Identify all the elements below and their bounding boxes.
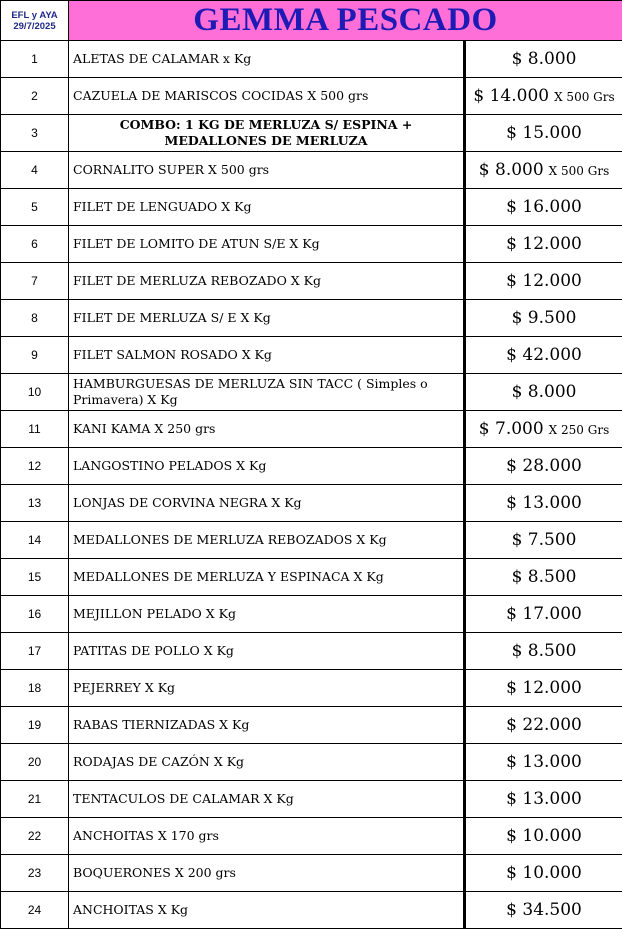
- product-name: BOQUERONES X 200 grs: [69, 855, 465, 892]
- product-price: [465, 522, 622, 559]
- date-cell: [1, 1, 69, 41]
- product-name: FILET DE LENGUADO X Kg: [69, 189, 465, 226]
- item-number: 16: [1, 596, 69, 633]
- item-number: 4: [1, 152, 69, 189]
- table-row: [1, 855, 622, 892]
- price-value: $ 8.000: [479, 160, 544, 180]
- item-number: 22: [1, 818, 69, 855]
- product-name: ANCHOITAS X 170 grs: [69, 818, 465, 855]
- product-name: MEDALLONES DE MERLUZA REBOZADOS X Kg: [69, 522, 465, 559]
- product-name: CORNALITO SUPER X 500 grs: [69, 152, 465, 189]
- price-value: $ 9.500: [512, 308, 577, 328]
- table-row: [1, 485, 622, 522]
- item-number: 9: [1, 337, 69, 374]
- product-price: [465, 115, 622, 152]
- item-number: 18: [1, 670, 69, 707]
- product-price: [465, 374, 622, 411]
- product-name: FILET DE MERLUZA S/ E X Kg: [69, 300, 465, 337]
- price-unit: X 250 Grs: [549, 423, 610, 437]
- product-name: FILET SALMON ROSADO X Kg: [69, 337, 465, 374]
- item-number: 3: [1, 115, 69, 152]
- price-unit: X 500 Grs: [549, 164, 610, 178]
- price-value: $ 8.000: [512, 382, 577, 402]
- product-name: CAZUELA DE MARISCOS COCIDAS X 500 grs: [69, 78, 465, 115]
- table-row: [1, 781, 622, 818]
- price-value: $ 7.000: [479, 419, 544, 439]
- product-price: [465, 818, 622, 855]
- product-name: RODAJAS DE CAZÓN X Kg: [69, 744, 465, 781]
- price-value: $ 10.000: [506, 826, 582, 846]
- price-value: $ 15.000: [506, 123, 582, 143]
- product-price: [465, 633, 622, 670]
- product-name: FILET DE LOMITO DE ATUN S/E X Kg: [69, 226, 465, 263]
- product-name: LANGOSTINO PELADOS X Kg: [69, 448, 465, 485]
- item-number: 19: [1, 707, 69, 744]
- product-price: [465, 226, 622, 263]
- table-row: [1, 189, 622, 226]
- product-name: RABAS TIERNIZADAS X Kg: [69, 707, 465, 744]
- table-row: [1, 41, 622, 78]
- product-name: MEDALLONES DE MERLUZA Y ESPINACA X Kg: [69, 559, 465, 596]
- item-number: 6: [1, 226, 69, 263]
- meta-line-2: 29/7/2025: [1, 21, 68, 32]
- product-price: [465, 670, 622, 707]
- product-price: [465, 707, 622, 744]
- item-number: 20: [1, 744, 69, 781]
- table-row: [1, 522, 622, 559]
- item-number: 13: [1, 485, 69, 522]
- table-row: [1, 818, 622, 855]
- item-number: 17: [1, 633, 69, 670]
- product-price: [465, 744, 622, 781]
- product-price: [465, 855, 622, 892]
- price-value: $ 12.000: [506, 678, 582, 698]
- price-value: $ 8.500: [512, 641, 577, 661]
- price-value: $ 7.500: [512, 530, 577, 550]
- item-number: 10: [1, 374, 69, 411]
- price-value: $ 12.000: [506, 234, 582, 254]
- price-value: $ 12.000: [506, 271, 582, 291]
- item-number: 12: [1, 448, 69, 485]
- table-row: [1, 337, 622, 374]
- meta-line-1: EFL y AYA: [1, 10, 68, 21]
- item-number: 15: [1, 559, 69, 596]
- price-value: $ 22.000: [506, 715, 582, 735]
- product-price: [465, 300, 622, 337]
- product-price: [465, 411, 622, 448]
- table-row: [1, 670, 622, 707]
- price-value: $ 10.000: [506, 863, 582, 883]
- price-value: $ 8.000: [512, 49, 577, 69]
- item-number: 1: [1, 41, 69, 78]
- price-value: $ 34.500: [506, 900, 582, 920]
- product-price: [465, 596, 622, 633]
- product-price: [465, 263, 622, 300]
- product-name: TENTACULOS DE CALAMAR X Kg: [69, 781, 465, 818]
- product-price: [465, 152, 622, 189]
- table-row: [1, 78, 622, 115]
- product-name: PATITAS DE POLLO X Kg: [69, 633, 465, 670]
- price-list-body: [1, 1, 622, 929]
- table-row: [1, 559, 622, 596]
- price-value: $ 16.000: [506, 197, 582, 217]
- item-number: 8: [1, 300, 69, 337]
- product-price: [465, 448, 622, 485]
- price-value: $ 8.500: [512, 567, 577, 587]
- product-name: MEJILLON PELADO X Kg: [69, 596, 465, 633]
- product-price: [465, 485, 622, 522]
- product-name: FILET DE MERLUZA REBOZADO X Kg: [69, 263, 465, 300]
- price-value: $ 13.000: [506, 493, 582, 513]
- product-name: KANI KAMA X 250 grs: [69, 411, 465, 448]
- item-number: 7: [1, 263, 69, 300]
- product-price: [465, 189, 622, 226]
- product-name: COMBO: 1 KG DE MERLUZA S/ ESPINA + MEDALLONES DE MERLUZA: [69, 115, 465, 152]
- table-row: [1, 115, 622, 152]
- product-name: ANCHOITAS X Kg: [69, 892, 465, 929]
- price-value: $ 17.000: [506, 604, 582, 624]
- item-number: 14: [1, 522, 69, 559]
- table-row: [1, 411, 622, 448]
- table-row: [1, 152, 622, 189]
- product-name: PEJERREY X Kg: [69, 670, 465, 707]
- price-value: $ 13.000: [506, 789, 582, 809]
- table-row: [1, 744, 622, 781]
- price-value: $ 14.000: [473, 86, 549, 106]
- table-row: [1, 300, 622, 337]
- header-row: [1, 1, 622, 41]
- table-row: [1, 374, 622, 411]
- table-row: [1, 633, 622, 670]
- table-row: [1, 448, 622, 485]
- item-number: 21: [1, 781, 69, 818]
- price-value: $ 42.000: [506, 345, 582, 365]
- product-price: [465, 41, 622, 78]
- table-row: [1, 226, 622, 263]
- price-value: $ 28.000: [506, 456, 582, 476]
- product-price: [465, 559, 622, 596]
- page-title: GEMMA PESCADO: [69, 1, 622, 41]
- product-name: HAMBURGUESAS DE MERLUZA SIN TACC ( Simples o Primavera) X Kg: [69, 374, 465, 411]
- product-price: [465, 78, 622, 115]
- product-name: LONJAS DE CORVINA NEGRA X Kg: [69, 485, 465, 522]
- table-row: [1, 892, 622, 929]
- table-row: [1, 596, 622, 633]
- product-price: [465, 337, 622, 374]
- table-row: [1, 707, 622, 744]
- item-number: 5: [1, 189, 69, 226]
- item-number: 23: [1, 855, 69, 892]
- price-value: $ 13.000: [506, 752, 582, 772]
- table-row: [1, 263, 622, 300]
- price-unit: X 500 Grs: [554, 90, 615, 104]
- product-price: [465, 892, 622, 929]
- item-number: 11: [1, 411, 69, 448]
- item-number: 24: [1, 892, 69, 929]
- product-price: [465, 781, 622, 818]
- product-name: ALETAS DE CALAMAR x Kg: [69, 41, 465, 78]
- item-number: 2: [1, 78, 69, 115]
